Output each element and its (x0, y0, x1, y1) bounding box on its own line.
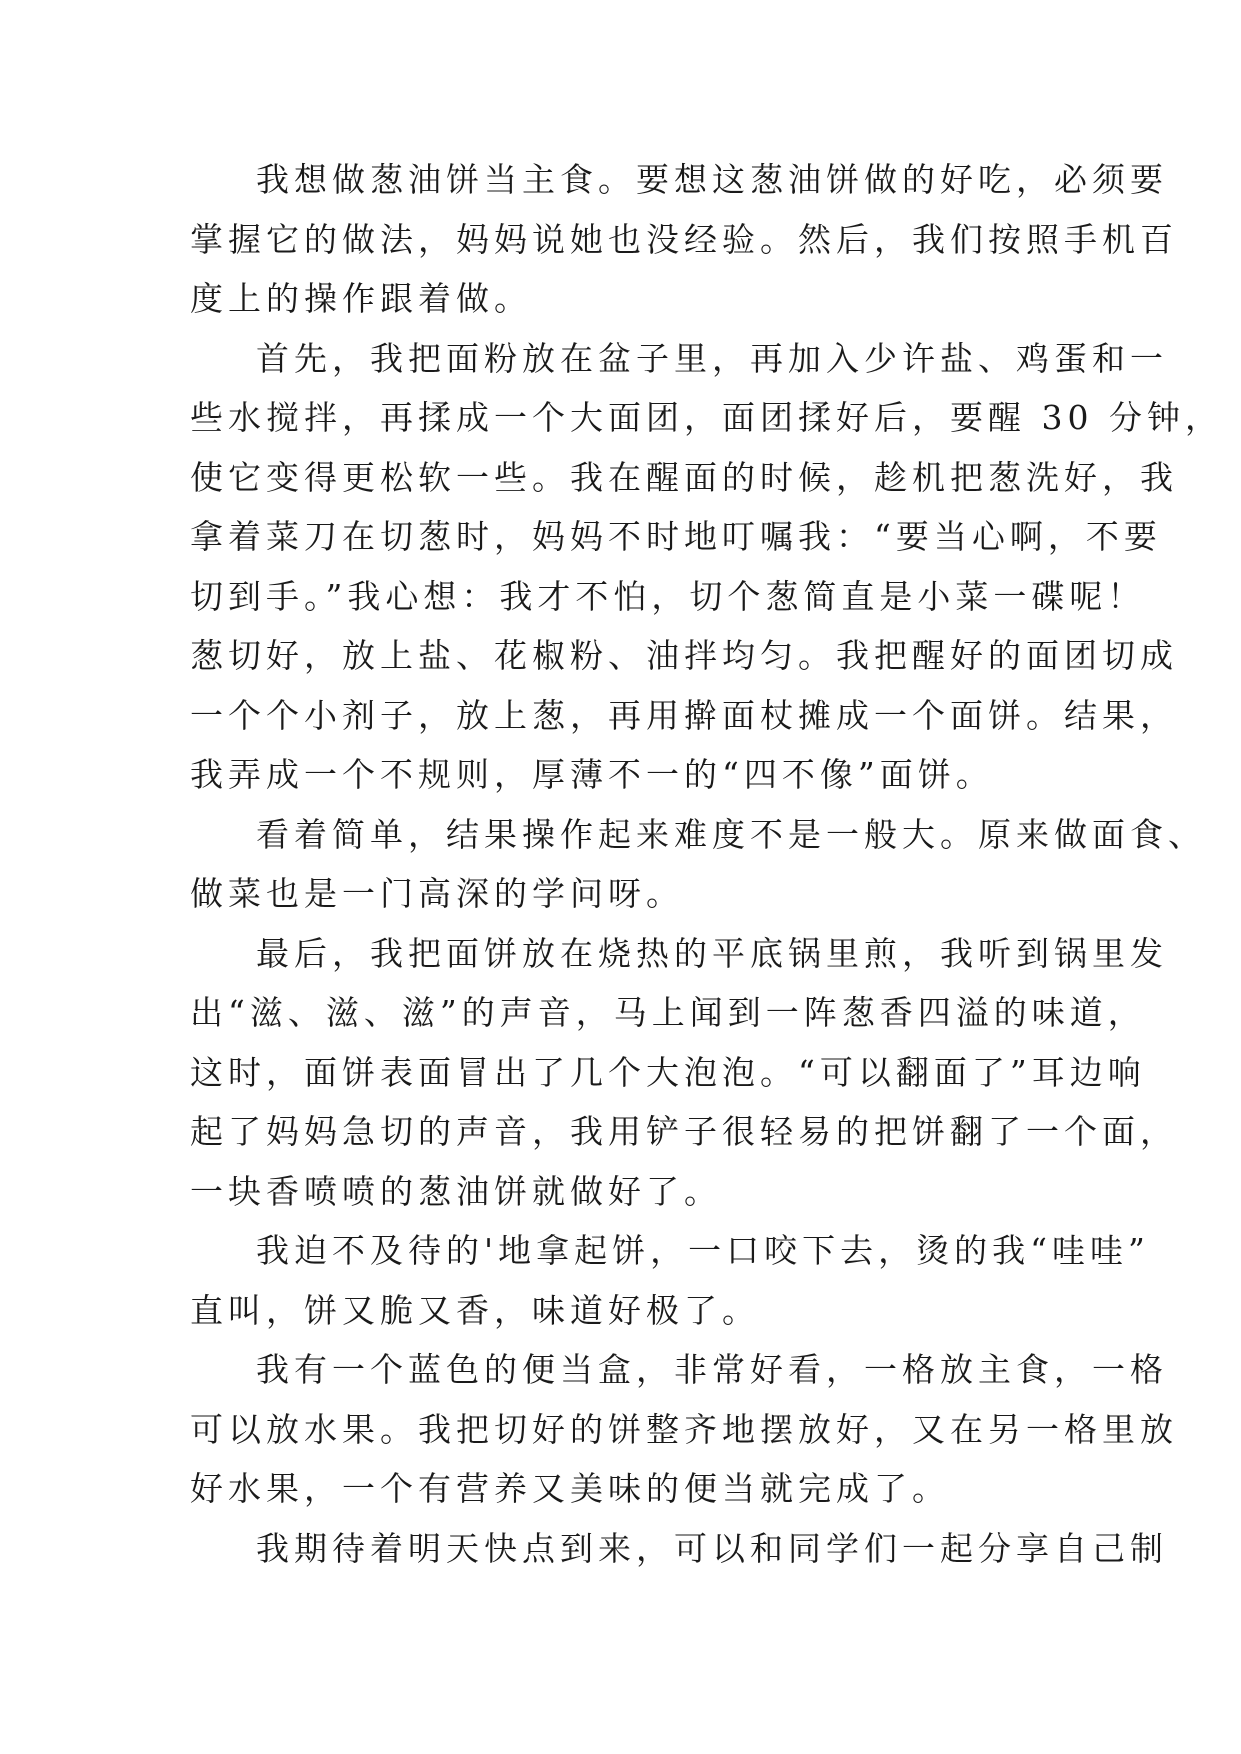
text-line: 度上的操作跟着做。 (190, 279, 532, 318)
essay-body (190, 150, 1223, 1578)
text-line: 我迫不及待的'地拿起饼，一口咬下去，烫的我“哇哇” (256, 1231, 1150, 1270)
text-line: 拿着菜刀在切葱时，妈妈不时地叮嘱我：“要当心啊，不要 (190, 517, 1162, 556)
text-line: 可以放水果。我把切好的饼整齐地摆放好，又在另一格里放 (190, 1409, 1178, 1449)
text-line: 我有一个蓝色的便当盒，非常好看，一格放主食，一格 (256, 1350, 1168, 1389)
text-line: 我弄成一个不规则，厚薄不一的“四不像”面饼。 (190, 755, 994, 794)
text-line: 首先，我把面粉放在盆子里，再加入少许盐、鸡蛋和一 (256, 338, 1168, 378)
text-line: 我想做葱油饼当主食。要想这葱油饼做的好吃，必须要 (256, 160, 1168, 199)
text-line: 一个个小剂子，放上葱，再用擀面杖摊成一个面饼。结果， (190, 695, 1178, 735)
text-line: 起了妈妈急切的声音，我用铲子很轻易的把饼翻了一个面， (190, 1112, 1178, 1151)
text-line: 使它变得更松软一些。我在醒面的时候，趁机把葱洗好，我 (190, 457, 1178, 497)
text-line: 些水搅拌，再揉成一个大面团，面团揉好后，要醒 30 分钟， (190, 398, 1223, 437)
text-line: 葱切好，放上盐、花椒粉、油拌均匀。我把醒好的面团切成 (190, 636, 1178, 675)
text-line: 这时，面饼表面冒出了几个大泡泡。“可以翻面了”耳边响 (190, 1052, 1146, 1092)
text-line: 看着简单，结果操作起来难度不是一般大。原来做面食、 (256, 814, 1206, 854)
text-line: 我期待着明天快点到来，可以和同学们一起分享自己制 (256, 1528, 1168, 1568)
text-line: 直叫，饼又脆又香，味道好极了。 (190, 1290, 760, 1330)
text-line: 做菜也是一门高深的学问呀。 (190, 874, 684, 913)
text-line: 切到手。”我心想：我才不怕，切个葱简直是小菜一碟呢！ (190, 576, 1146, 616)
text-line: 掌握它的做法，妈妈说她也没经验。然后，我们按照手机百 (190, 219, 1178, 259)
text-line: 一块香喷喷的葱油饼就做好了。 (190, 1171, 722, 1211)
text-line: 好水果，一个有营养又美味的便当就完成了。 (190, 1469, 950, 1508)
text-line: 出“滋、滋、滋”的声音，马上闻到一阵葱香四溢的味道， (190, 993, 1146, 1032)
text-line: 最后，我把面饼放在烧热的平底锅里煎，我听到锅里发 (256, 933, 1168, 973)
